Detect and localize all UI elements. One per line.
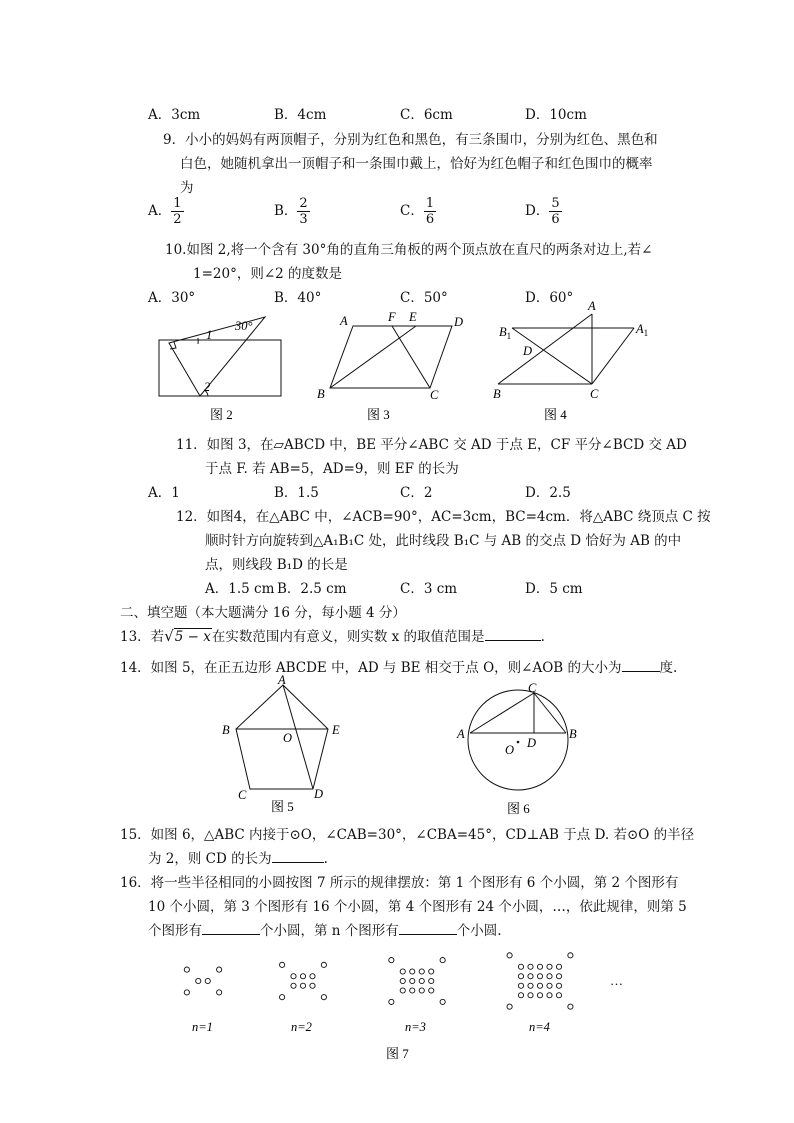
fig3-label-f: F	[388, 310, 396, 324]
parallelogram	[330, 326, 452, 388]
small-circle	[556, 993, 561, 998]
fig3-label-c: C	[430, 388, 439, 402]
small-circle	[518, 993, 523, 998]
small-circle	[300, 983, 305, 988]
fig7-label-n2: n=2	[291, 1020, 312, 1034]
small-circle	[419, 978, 424, 983]
q9-line1: 9．小小的妈妈有两顶帽子，分别为红色和黑色，有三条围巾，分别为红色、黑色和	[163, 132, 658, 148]
q11-line2: 于点 F. 若 AB=5，AD=9，则 EF 的长为	[205, 461, 459, 477]
q12-line1: 12．如图4，在△ABC 中，∠ACB=90°，AC=3cm，BC=4cm．将△ABC 绕顶点 C 按	[176, 509, 711, 525]
fig7-ellipsis: …	[610, 973, 623, 988]
small-circle	[410, 988, 415, 993]
sqrt-symbol: √	[164, 627, 174, 645]
q12-option-c: C．3 cm	[400, 581, 458, 597]
small-circle	[280, 995, 285, 1000]
small-circle	[537, 993, 542, 998]
center-point	[517, 741, 520, 744]
fig6-label-a: A	[457, 727, 465, 741]
q10-option-b: B．40°	[274, 290, 322, 306]
segment-ab	[498, 314, 592, 384]
small-circle	[429, 988, 434, 993]
fig6-label-d: D	[527, 736, 537, 750]
q12-option-b: B．2.5 cm	[277, 581, 347, 597]
q11-option-b: B．1.5	[274, 485, 319, 501]
q10-line1: 10.如图 2,将一个含有 30°角的直角三角板的两个顶点放在直尺的两条对边上,若∠	[165, 242, 653, 258]
figure-6	[468, 690, 568, 790]
small-circle	[310, 983, 315, 988]
fig2-angle-30: 30°	[235, 319, 253, 333]
q11-option-a: A．1	[148, 485, 180, 501]
small-circle	[547, 993, 552, 998]
small-circle	[518, 974, 523, 979]
q9-option-a: A． $\frac{1}{2}$	[148, 196, 182, 227]
q9-option-c: C． $\frac{1}{6}$	[400, 196, 435, 227]
fig2-label-2: 2	[204, 380, 211, 394]
fig5-label-b: B	[222, 723, 230, 737]
q15-line2: 为 2，则 CD 的长为 .	[148, 851, 328, 867]
small-circle	[528, 974, 533, 979]
figure-5	[236, 685, 328, 789]
q8-option-a: A．3cm	[148, 107, 201, 123]
segment-bc	[534, 693, 566, 733]
small-circle	[518, 964, 523, 969]
fraction: $\frac{1}{6}$	[425, 196, 435, 227]
q12-line2: 顺时针方向旋转到△A₁B₁C 处，此时线段 B₁C 与 AB 的交点 D 恰好为 AB 的中	[205, 533, 682, 549]
small-circle	[217, 967, 222, 972]
fig4-caption: 图 4	[544, 407, 567, 422]
fig4-label-c: C	[590, 387, 599, 401]
small-circle	[429, 969, 434, 974]
small-circle	[528, 993, 533, 998]
small-circle	[300, 974, 305, 979]
small-circle	[400, 969, 405, 974]
q16-line3: 个图形有 个小圆，第 n 个图形有 个小圆.	[148, 923, 502, 939]
fig2-caption: 图 2	[210, 407, 233, 422]
figure-2	[159, 317, 281, 396]
fig3-caption: 图 3	[367, 407, 390, 422]
radicand: 5 − x	[174, 629, 211, 645]
fig3-label-d: D	[454, 315, 464, 329]
small-circle	[389, 999, 394, 1004]
q11-option-d: D．2.5	[525, 485, 571, 501]
segment-be	[330, 326, 416, 388]
small-circle	[507, 1004, 512, 1009]
fig3-label-a: A	[340, 314, 348, 328]
fig6-label-b: B	[569, 727, 577, 741]
fig6-label-o: O	[505, 743, 515, 757]
q16-line2: 10 个小圆，第 3 个图形有 16 个小圆，第 4 个图形有 24 个小圆，…，依此规律，则第 5	[148, 899, 687, 915]
fraction: $\frac{2}{3}$	[299, 196, 308, 227]
small-circle	[547, 974, 552, 979]
pentagon	[236, 685, 328, 789]
figure-row-1	[140, 298, 660, 430]
q12-line3: 点，则线段 B₁D 的长是	[205, 557, 348, 573]
small-circle	[321, 995, 326, 1000]
figure-row-2	[210, 672, 600, 822]
small-circle	[310, 974, 315, 979]
q9-line3: 为	[180, 180, 194, 196]
q8-option-d: D．10cm	[525, 107, 587, 123]
small-circle	[556, 974, 561, 979]
segment-ac	[470, 693, 534, 733]
small-circle	[537, 964, 542, 969]
fig3-label-b: B	[317, 387, 325, 401]
pattern-n1	[184, 967, 222, 995]
small-circle	[410, 969, 415, 974]
small-circle	[389, 958, 394, 963]
segment-a1c	[592, 328, 634, 384]
q14-answer-blank	[622, 659, 660, 672]
fig5-label-d: D	[314, 787, 324, 801]
fig5-label-o: O	[283, 731, 293, 745]
q15-line1: 15．如图 6，△ABC 内接于⊙O，∠CAB=30°，∠CBA=45°，CD⊥AB 于点 D. 若⊙O 的半径	[120, 827, 695, 843]
figure-7	[170, 945, 640, 1065]
fig4-label-b1: $B_1$	[499, 325, 512, 341]
fig4-label-a1: $A_1$	[636, 322, 649, 338]
small-circle	[291, 983, 296, 988]
small-circle	[196, 978, 201, 983]
small-circle	[568, 1004, 573, 1009]
small-circle	[205, 978, 210, 983]
q15-answer-blank	[272, 850, 324, 863]
small-circle	[419, 988, 424, 993]
small-circle	[518, 983, 523, 988]
fig5-caption: 图 5	[271, 799, 294, 814]
small-circle	[556, 964, 561, 969]
fig5-label-e: E	[332, 723, 340, 737]
fig3-label-e: E	[409, 310, 417, 324]
small-circle	[280, 962, 285, 967]
fig4-label-d: D	[523, 344, 533, 358]
fig5-label-c: C	[238, 788, 247, 802]
fig7-label-n4: n=4	[529, 1020, 550, 1034]
small-circle	[547, 983, 552, 988]
q9-option-d: D． $\frac{5}{6}$	[525, 196, 560, 227]
fig5-label-a: A	[278, 673, 286, 687]
small-circle	[537, 983, 542, 988]
small-circle	[217, 990, 222, 995]
pattern-n2	[280, 962, 327, 1000]
small-circle	[419, 969, 424, 974]
q10-line2: 1=20°，则∠2 的度数是	[193, 266, 343, 282]
q10-option-d: D．60°	[525, 290, 574, 306]
fig6-label-c: C	[528, 681, 537, 695]
small-circle	[440, 958, 445, 963]
fig4-label-a: A	[588, 299, 596, 313]
small-circle	[507, 953, 512, 958]
figure-3	[330, 326, 452, 388]
small-circle	[400, 978, 405, 983]
small-circle	[400, 988, 405, 993]
small-circle	[547, 964, 552, 969]
small-circle	[321, 962, 326, 967]
fig7-caption: 图 7	[386, 1046, 409, 1061]
small-circle	[429, 978, 434, 983]
fraction: $\frac{5}{6}$	[551, 196, 560, 227]
q10-option-a: A．30°	[148, 290, 196, 306]
q16-blank-1	[202, 922, 260, 935]
q16-blank-2	[399, 922, 457, 935]
q13: 13．若√5 − x在实数范围内有意义，则实数 x 的取值范围是 .	[120, 627, 545, 645]
fraction: $\frac{1}{2}$	[173, 196, 182, 227]
q9-line2: 白色，她随机拿出一顶帽子和一条围巾戴上，恰好为红色帽子和红色围巾的概率	[180, 156, 653, 172]
q8-option-c: C．6cm	[400, 107, 453, 123]
q16-line1: 16．将一些半径相同的小圆按图 7 所示的规律摆放：第 1 个图形有 6 个小圆，第 2 个图形有	[120, 875, 679, 891]
q8-option-b: B．4cm	[274, 107, 327, 123]
small-circle	[537, 974, 542, 979]
q11-option-c: C．2	[400, 485, 433, 501]
q14: 14．如图 5，在正五边形 ABCDE 中，AD 与 BE 相交于点 O，则∠AOB 的大小为 度.	[120, 660, 678, 676]
small-circle	[184, 990, 189, 995]
small-circle	[528, 983, 533, 988]
q13-answer-blank	[485, 628, 541, 641]
segment-cf	[392, 326, 430, 388]
fig2-label-1: 1	[206, 328, 213, 342]
figure-4	[498, 314, 634, 384]
small-circle	[410, 978, 415, 983]
small-circle	[568, 953, 573, 958]
q9-option-b: B． $\frac{2}{3}$	[274, 196, 308, 227]
q12-option-a: A．1.5 cm	[205, 581, 275, 597]
fig7-label-n1: n=1	[192, 1020, 213, 1034]
pattern-n4	[507, 953, 573, 1010]
small-circle	[556, 983, 561, 988]
circle-o	[468, 690, 568, 790]
q11-line1: 11．如图 3，在▱ABCD 中，BE 平分∠ABC 交 AD 于点 E，CF 平分∠BCD 交 AD	[176, 437, 687, 453]
section-2-heading: 二、填空题（本大题满分 16 分，每小题 4 分）	[120, 605, 406, 621]
q12-option-d: D．5 cm	[525, 581, 583, 597]
small-circle	[528, 964, 533, 969]
small-circle	[184, 967, 189, 972]
small-circle	[440, 999, 445, 1004]
fig4-label-b: B	[493, 387, 501, 401]
ruler	[159, 340, 281, 396]
fig6-caption: 图 6	[507, 801, 530, 816]
small-circle	[291, 974, 296, 979]
q10-option-c: C．50°	[400, 290, 448, 306]
fig7-label-n3: n=3	[405, 1020, 426, 1034]
pattern-n3	[389, 958, 446, 1005]
